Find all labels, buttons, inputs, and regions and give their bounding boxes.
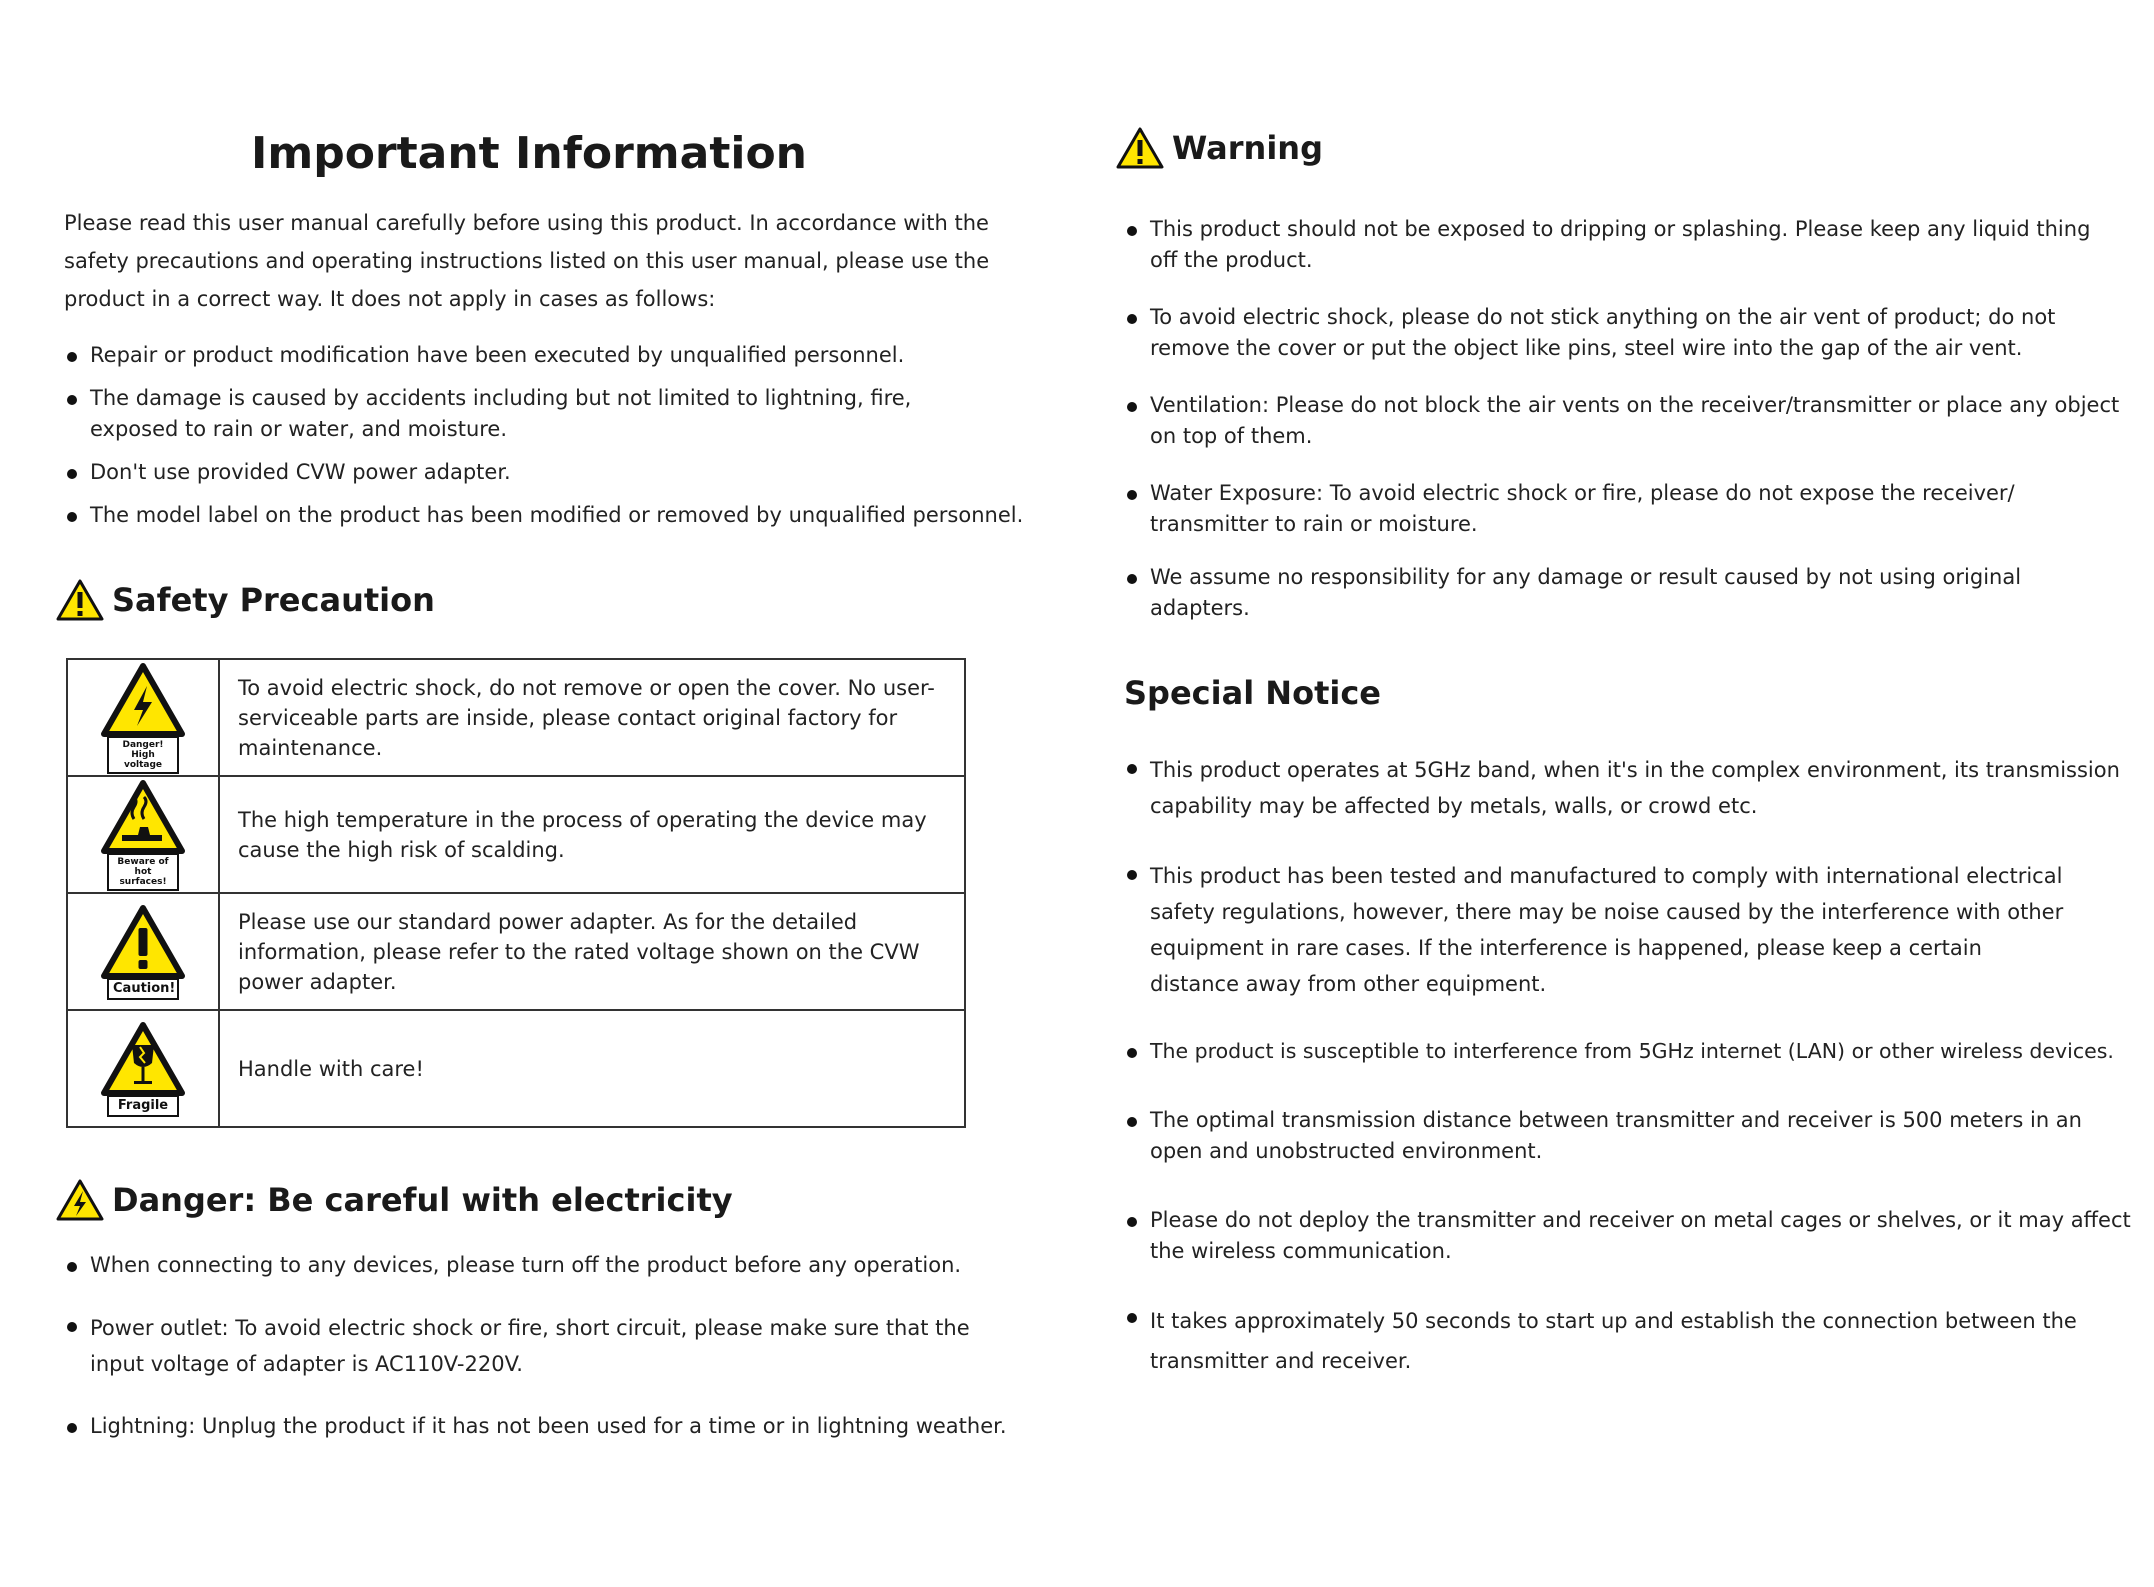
icon-cell [67,776,219,893]
list-item: The product is susceptible to interference from 5GHz internet (LAN) or other wireless devices. [1124,1036,2134,1067]
hot-surface-icon [100,779,186,855]
list-item: When connecting to any devices, please turn off the product before any operation. [64,1250,1024,1281]
danger-heading [56,1178,733,1222]
list-item: The damage is caused by accidents including but not limited to lightning, fire, exposed to rain or water, and moisture. [64,383,1024,445]
icon-cell [67,659,219,776]
list-item: The optimal transmission distance between transmitter and receiver is 500 meters in an open and unobstructed environment. [1124,1105,2134,1167]
list-item: Water Exposure: To avoid electric shock or fire, please do not expose the receiver/ transmitter to rain or moisture. [1124,478,2124,540]
electricity-triangle-icon [56,1178,104,1222]
list-item: Please do not deploy the transmitter and receiver on metal cages or shelves, or it may affect the wireless communication. [1124,1205,2134,1267]
special-notice-title: Special Notice [1124,674,1381,712]
caution-sign [100,904,186,1000]
warning-title: Warning [1172,129,1323,167]
sign-label: Beware of hot surfaces! [107,853,179,891]
list-item: The model label on the product has been modified or removed by unqualified personnel. [64,500,1024,531]
safety-text: To avoid electric shock, do not remove or open the cover. No user-serviceable parts are inside, please contact original factory for maintenance. [219,659,965,776]
safety-precaution-heading [56,578,435,622]
list-item: It takes approximately 50 seconds to start up and establish the connection between the transmitter and receiver. [1124,1301,2134,1381]
icon-cell [67,1010,219,1127]
fragile-sign [100,1021,186,1117]
safety-text: Handle with care! [219,1010,965,1127]
list-item: This product should not be exposed to dripping or splashing. Please keep any liquid thing off the product. [1124,214,2124,276]
caution-icon [100,904,186,980]
warning-triangle-icon [56,578,104,622]
table-row [67,1010,965,1127]
icon-cell [67,893,219,1010]
important-information-title: Important Information [250,128,807,179]
high-voltage-icon [100,662,186,738]
important-list [64,340,1024,531]
list-item: Power outlet: To avoid electric shock or fire, short circuit, please make sure that the input voltage of adapter is AC110V-220V. [64,1310,1024,1382]
safety-text: Please use our standard power adapter. As for the detailed information, please refer to the rated voltage shown on the CVW power adapter. [219,893,965,1010]
important-intro: Please read this user manual carefully before using this product. In accordance with the safety precautions and operating instructions listed on this user manual, please use the product in a correct way. It does not apply in cases as follows: [64,211,990,311]
list-item: We assume no responsibility for any damage or result caused by not using original adapters. [1124,562,2124,624]
high-voltage-sign [100,662,186,774]
fragile-icon [100,1021,186,1097]
special-list [1124,752,2134,1381]
list-item: This product has been tested and manufactured to comply with international electrical safety regulations, however, there may be noise caused by the interference with other equipment in rare cases. If the interference is happened, please keep a certain distance away from other equipment. [1124,858,2134,1002]
list-item: Ventilation: Please do not block the air vents on the receiver/transmitter or place any object on top of them. [1124,390,2124,452]
table-row [67,893,965,1010]
table-row [67,776,965,893]
danger-title: Danger: Be careful with electricity [112,1181,733,1219]
list-item: This product operates at 5GHz band, when it's in the complex environment, its transmission capability may be affected by metals, walls, or crowd etc. [1124,752,2134,824]
list-item: Repair or product modification have been executed by unqualified personnel. [64,340,1024,371]
hot-surface-sign [100,779,186,891]
sign-label: Fragile [107,1095,179,1117]
safety-text: The high temperature in the process of operating the device may cause the high risk of scalding. [219,776,965,893]
sign-label: Caution! [107,978,179,1000]
safety-precaution-title: Safety Precaution [112,581,435,619]
warning-heading [1116,126,1323,170]
list-item: Don't use provided CVW power adapter. [64,457,1024,488]
warning-list [1124,214,2124,624]
list-item: Lightning: Unplug the product if it has not been used for a time or in lightning weather. [64,1411,1024,1442]
danger-list [64,1250,1024,1442]
warning-triangle-icon [1116,126,1164,170]
list-item: To avoid electric shock, please do not stick anything on the air vent of product; do not remove the cover or put the object like pins, steel wire into the gap of the air vent. [1124,302,2124,364]
safety-table [66,658,966,1128]
sign-label: Danger! High voltage [107,736,179,774]
table-row [67,659,965,776]
